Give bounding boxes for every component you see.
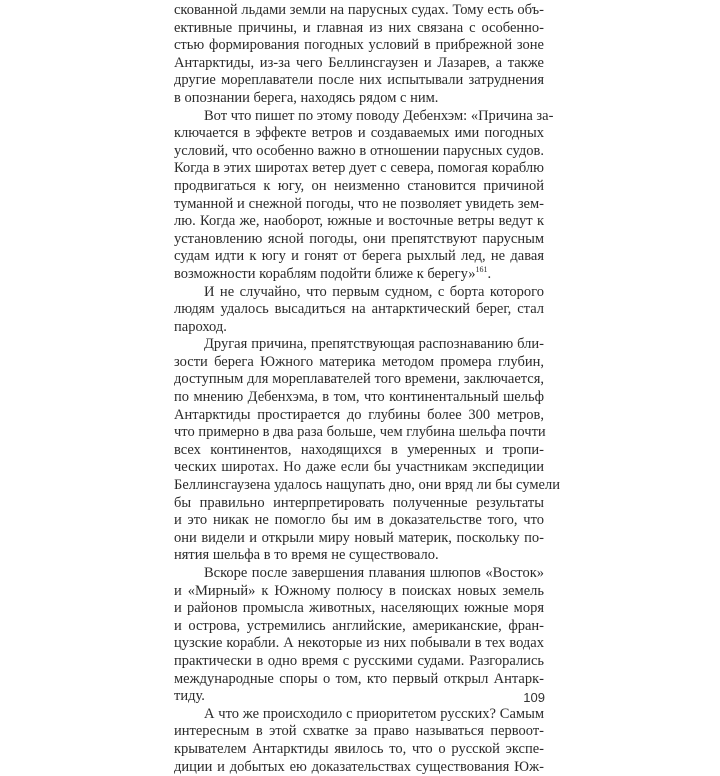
text-line [174, 107, 554, 126]
text-line [174, 72, 544, 90]
text-line-content: нятия шельфа в то время не существовало. [174, 547, 439, 564]
text-line [174, 143, 544, 161]
text-line-content: стью формирования погодных условий в прибрежной зоне [174, 37, 544, 54]
text-line-content: пароход. [174, 318, 227, 335]
text-line-content: цузские корабли. А некоторые из них побывали в тех водах [174, 635, 544, 652]
text-line [174, 371, 544, 389]
text-line-content: продвигаться к югу, он неизменно становится причиной [174, 177, 544, 194]
text-line [174, 618, 544, 636]
text-line-content: судам идти к югу и гонят от берега рыхлый лед, не давая [174, 248, 544, 265]
text-line-content: другие мореплаватели после них испытывали затруднения [174, 72, 544, 89]
text-line [174, 442, 544, 460]
text-line-content: скованной льдами земли на парусных судах. Тому есть объ- [174, 2, 544, 18]
text-line-content: практически в одно время с русскими судами. Разгорались [174, 652, 544, 669]
text-line-content: они видели и открыли миру новый материк, поскольку по- [174, 529, 544, 546]
text-line-content: туманной и снежной погоды, что не позволяет увидеть зем- [174, 195, 544, 212]
text-line [174, 37, 544, 55]
text-line-content: всех континентов, находящихся в умеренных и тропи- [174, 441, 544, 458]
text-line [174, 2, 544, 20]
text-line-content: в опознании берега, находясь рядом с ним. [174, 89, 439, 106]
text-line [174, 248, 544, 266]
text-line [174, 706, 544, 724]
text-line-content: и острова, устремились английские, американские, фран- [174, 617, 544, 634]
text-line [174, 477, 560, 495]
text-line [174, 759, 544, 776]
text-line-content: и «Мирный» к Южному полюсу в поисках новых земель [174, 582, 544, 599]
text-line [174, 125, 544, 143]
text-line-content: крывателем Антарктиды явилось то, что о русской экспе- [174, 740, 544, 757]
text-line [174, 741, 544, 759]
text-line-content: А что же происходило с приоритетом русских? Самым [204, 705, 544, 722]
text-line-content: и это никак не помогло бы им в доказательстве того, что [174, 512, 544, 529]
text-line-content: тиду. [174, 688, 205, 705]
text-line-content: Вот что пишет по этому поводу Дебенхэм: «Причина за- [204, 107, 554, 124]
text-line-content: бы правильно интерпретировать полученные результаты [174, 494, 544, 511]
text-line [174, 723, 544, 741]
text-line [174, 160, 544, 178]
text-line-content: Антарктиды простирается до глубины более 300 метров, [174, 406, 544, 423]
text-line-content: ективные причины, и главная из них связана с особенно- [174, 19, 544, 36]
text-line-content: зости берега Южного материка методом промера глубин, [174, 353, 544, 370]
text-line [174, 20, 544, 38]
text-line [174, 424, 544, 442]
text-line-content: ческих широтах. Но даже если бы участникам экспедиции [174, 459, 544, 476]
text-line [174, 653, 544, 671]
text-line [174, 354, 544, 372]
text-line [174, 301, 544, 319]
text-line-content: И не случайно, что первым судном, с борта которого [204, 283, 544, 300]
text-line [174, 495, 544, 513]
text-line-content: людям удалось высадиться на антарктический берег, стал [174, 301, 544, 318]
text-line-content: Когда в этих широтах ветер дует с севера, помогая кораблю [174, 160, 544, 177]
footnote-reference: 161 [475, 265, 488, 275]
text-line [174, 583, 544, 601]
text-line [174, 459, 544, 477]
text-line [174, 600, 544, 618]
text-line [174, 565, 544, 583]
text-line [174, 90, 544, 108]
text-line [174, 336, 544, 354]
text-line-content: интересным в этой схватке за право называться первоот- [174, 723, 544, 740]
text-line [174, 266, 544, 284]
text-line [174, 284, 544, 302]
text-line [174, 407, 544, 425]
text-line-content: Другая причина, препятствующая распознаванию бли- [204, 336, 544, 353]
text-line-content: доступным для мореплавателей того времени, заключается, [174, 371, 544, 388]
text-line [174, 196, 544, 214]
text-line-content: возможности кораблям подойти ближе к берегу» [174, 265, 476, 282]
text-line [174, 213, 544, 231]
text-line-content: Антарктиды, из-за чего Беллинсгаузен и Лазарев, а также [174, 54, 544, 71]
text-line [174, 512, 544, 530]
text-line-content: условий, что особенно важно в отношении парусных судов. [174, 142, 544, 159]
text-line [174, 530, 544, 548]
text-line [174, 671, 544, 689]
text-line-content: по мнению Дебенхэма, в том, что континентальный шельф [174, 389, 544, 406]
text-line-content: Беллинсгаузена удалось нащупать дно, они вряд ли бы сумели [174, 477, 560, 494]
text-line-tail: . [487, 265, 492, 282]
text-line-content: установлению ясной погоды, они препятствуют парусным [174, 230, 544, 247]
text-line [174, 688, 544, 706]
body-text [174, 2, 560, 776]
text-line-content: ключается в эффекте ветров и создаваемых ими погодных [174, 125, 544, 142]
text-line [174, 635, 544, 653]
text-line [174, 547, 544, 565]
text-line [174, 389, 544, 407]
text-line [174, 319, 544, 337]
text-line [174, 55, 544, 73]
text-line [174, 231, 544, 249]
text-line-content: что примерно в два раза больше, чем глубина шельфа почти [174, 424, 546, 441]
text-line-content: лю. Когда же, наоборот, южные и восточные ветры ведут к [174, 213, 544, 230]
page-number: 109 [523, 690, 545, 705]
text-line-content: диции и добытых ею доказательствах существования Юж- [174, 758, 544, 775]
text-line-content: международные споры о том, кто первый открыл Антарк- [174, 670, 544, 687]
text-line-content: и районов промысла животных, населяющих южные моря [174, 600, 544, 617]
text-line [174, 178, 544, 196]
text-line-content: Вскоре после завершения плавания шлюпов «Восток» [204, 565, 544, 581]
